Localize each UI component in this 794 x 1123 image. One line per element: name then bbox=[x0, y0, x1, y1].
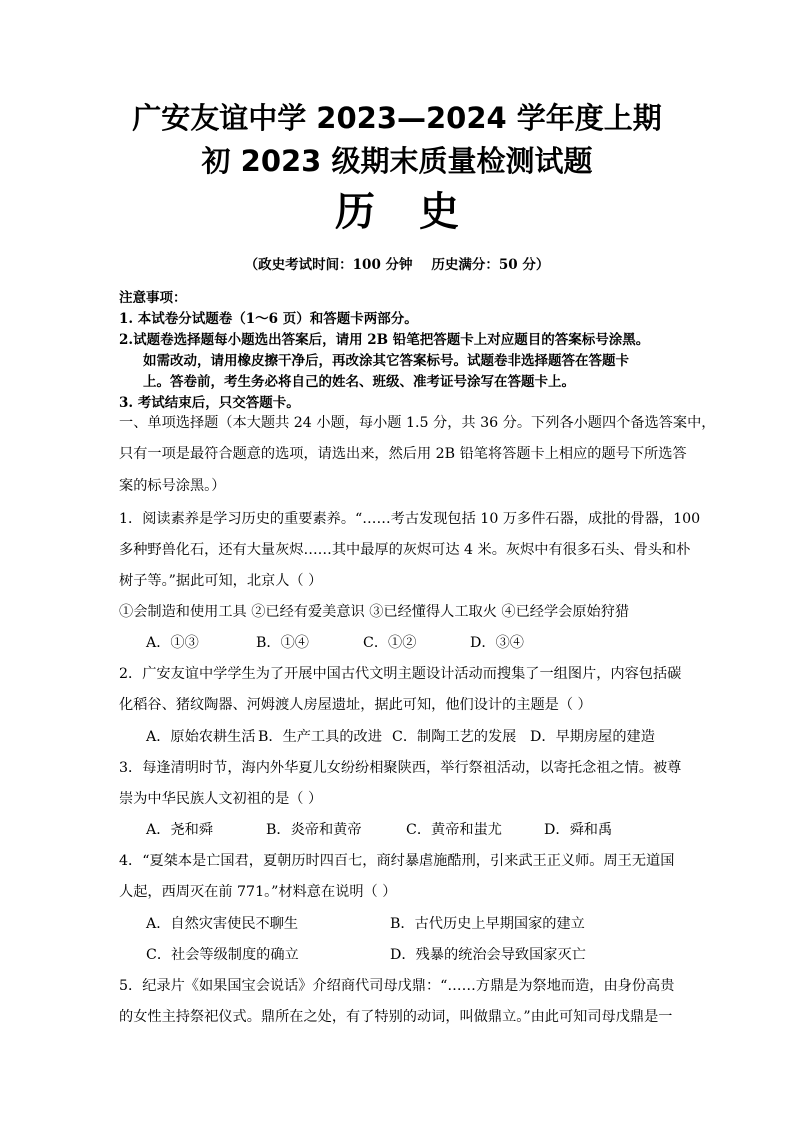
question-2-text: 2．广安友谊中学学生为了开展中国古代文明主题设计活动而搜集了一组图片，内容包括碳 bbox=[119, 666, 682, 682]
question-1-text: 1．阅读素养是学习历史的重要素养。“……考古发现包括 10 万多件石器，成批的骨器，100 bbox=[119, 511, 701, 527]
question-2-text: 化稻谷、猪纹陶器、河姆渡人房屋遗址，据此可知，他们设计的主题是（ ） bbox=[119, 697, 592, 713]
question-1-text: 树子等。”据此可知，北京人（ ） bbox=[119, 573, 323, 589]
question-3-option-c: C．黄帝和蚩尤 bbox=[406, 822, 502, 838]
exam-title-line1: 广安友谊中学 2023—2024 学年度上期 bbox=[132, 101, 662, 135]
question-2-option-b: B．生产工具的改进 bbox=[258, 729, 382, 745]
section-instructions: 案的标号涂黑。） bbox=[119, 478, 226, 494]
question-3-text: 3．每逢清明时节，海内外华夏儿女纷纷相聚陕西，举行祭祖活动，以寄托念祖之情。被尊 bbox=[119, 760, 682, 776]
question-1-option-b: B．①④ bbox=[256, 635, 309, 651]
question-1-text: 多种野兽化石，还有大量灰烬……其中最厚的灰烬可达 4 米。灰烬中有很多石头、骨头和朴 bbox=[119, 542, 691, 558]
question-5-text: 的女性主持祭祀仪式。鼎所在之处，有了特别的动词，叫做鼎立。”由此可知司母戊鼎是一 bbox=[119, 1009, 673, 1025]
section-instructions: 只有一项是最符合题意的选项，请选出来，然后用 2B 铅笔将答题卡上相应的题号下所选答 bbox=[119, 446, 687, 462]
exam-info: （政史考试时间：100 分钟 历史满分：50 分） bbox=[244, 257, 550, 273]
question-1-option-a: A．①③ bbox=[146, 635, 199, 651]
question-1-option-d: D．③④ bbox=[470, 635, 524, 651]
notice-line: 1. 本试卷分试题卷（1～6 页）和答题卡两部分。 bbox=[119, 311, 418, 327]
notice-line: 上。答卷前，考生务必将自己的姓名、班级、准考证号涂写在答题卡上。 bbox=[143, 374, 575, 390]
question-4-option-c: C．社会等级制度的确立 bbox=[146, 947, 299, 963]
exam-title-line2: 初 2023 级期末质量检测试题 bbox=[201, 144, 593, 178]
section-instructions: 一、单项选择题（本大题共 24 小题，每小题 1.5 分，共 36 分。下列各小题四个备选答案中， bbox=[119, 415, 716, 431]
question-2-option-c: C．制陶工艺的发展 bbox=[392, 729, 517, 745]
question-3-option-a: A．尧和舜 bbox=[146, 822, 213, 838]
question-5-text: 5．纪录片《如果国宝会说话》介绍商代司母戊鼎：“……方鼎是为祭地而造，由身份高贵 bbox=[119, 978, 675, 994]
question-4-option-a: A．自然灾害使民不聊生 bbox=[146, 916, 299, 932]
question-4-text: 人起，西周灭在前 771。”材料意在说明（ ） bbox=[119, 884, 397, 900]
notice-line: 如需改动，请用橡皮擦干净后，再改涂其它答案标号。试题卷非选择题答在答题卡 bbox=[143, 353, 629, 369]
question-2-option-d: D．早期房屋的建造 bbox=[530, 729, 655, 745]
notice-heading: 注意事项： bbox=[119, 290, 187, 306]
notice-line: 3. 考试结束后，只交答题卡。 bbox=[119, 395, 300, 411]
question-3-option-b: B．炎帝和黄帝 bbox=[266, 822, 362, 838]
notice-line: 2.试题卷选择题每小题选出答案后，请用 2B 铅笔把答题卡上对应题目的答案标号涂黑。 bbox=[119, 332, 650, 348]
question-2-option-a: A．原始农耕生活 bbox=[146, 729, 256, 745]
question-1-option-c: C．①② bbox=[363, 635, 417, 651]
question-1-statements: ①会制造和使用工具 ②已经有爱美意识 ③已经懂得人工取火 ④已经学会原始狩猎 bbox=[119, 604, 630, 620]
question-4-option-b: B．古代历史上早期国家的建立 bbox=[390, 916, 585, 932]
question-3-text: 崇为中华民族人文初祖的是（ ） bbox=[119, 791, 323, 807]
question-3-option-d: D．舜和禹 bbox=[544, 822, 613, 838]
question-4-option-d: D．残暴的统治会导致国家灭亡 bbox=[390, 947, 586, 963]
subject-title: 历史 bbox=[335, 188, 503, 235]
question-4-text: 4．“夏桀本是亡国君，夏朝历时四百七，商纣暴虐施酷刑，引来武王正义师。周王无道国 bbox=[119, 853, 675, 869]
